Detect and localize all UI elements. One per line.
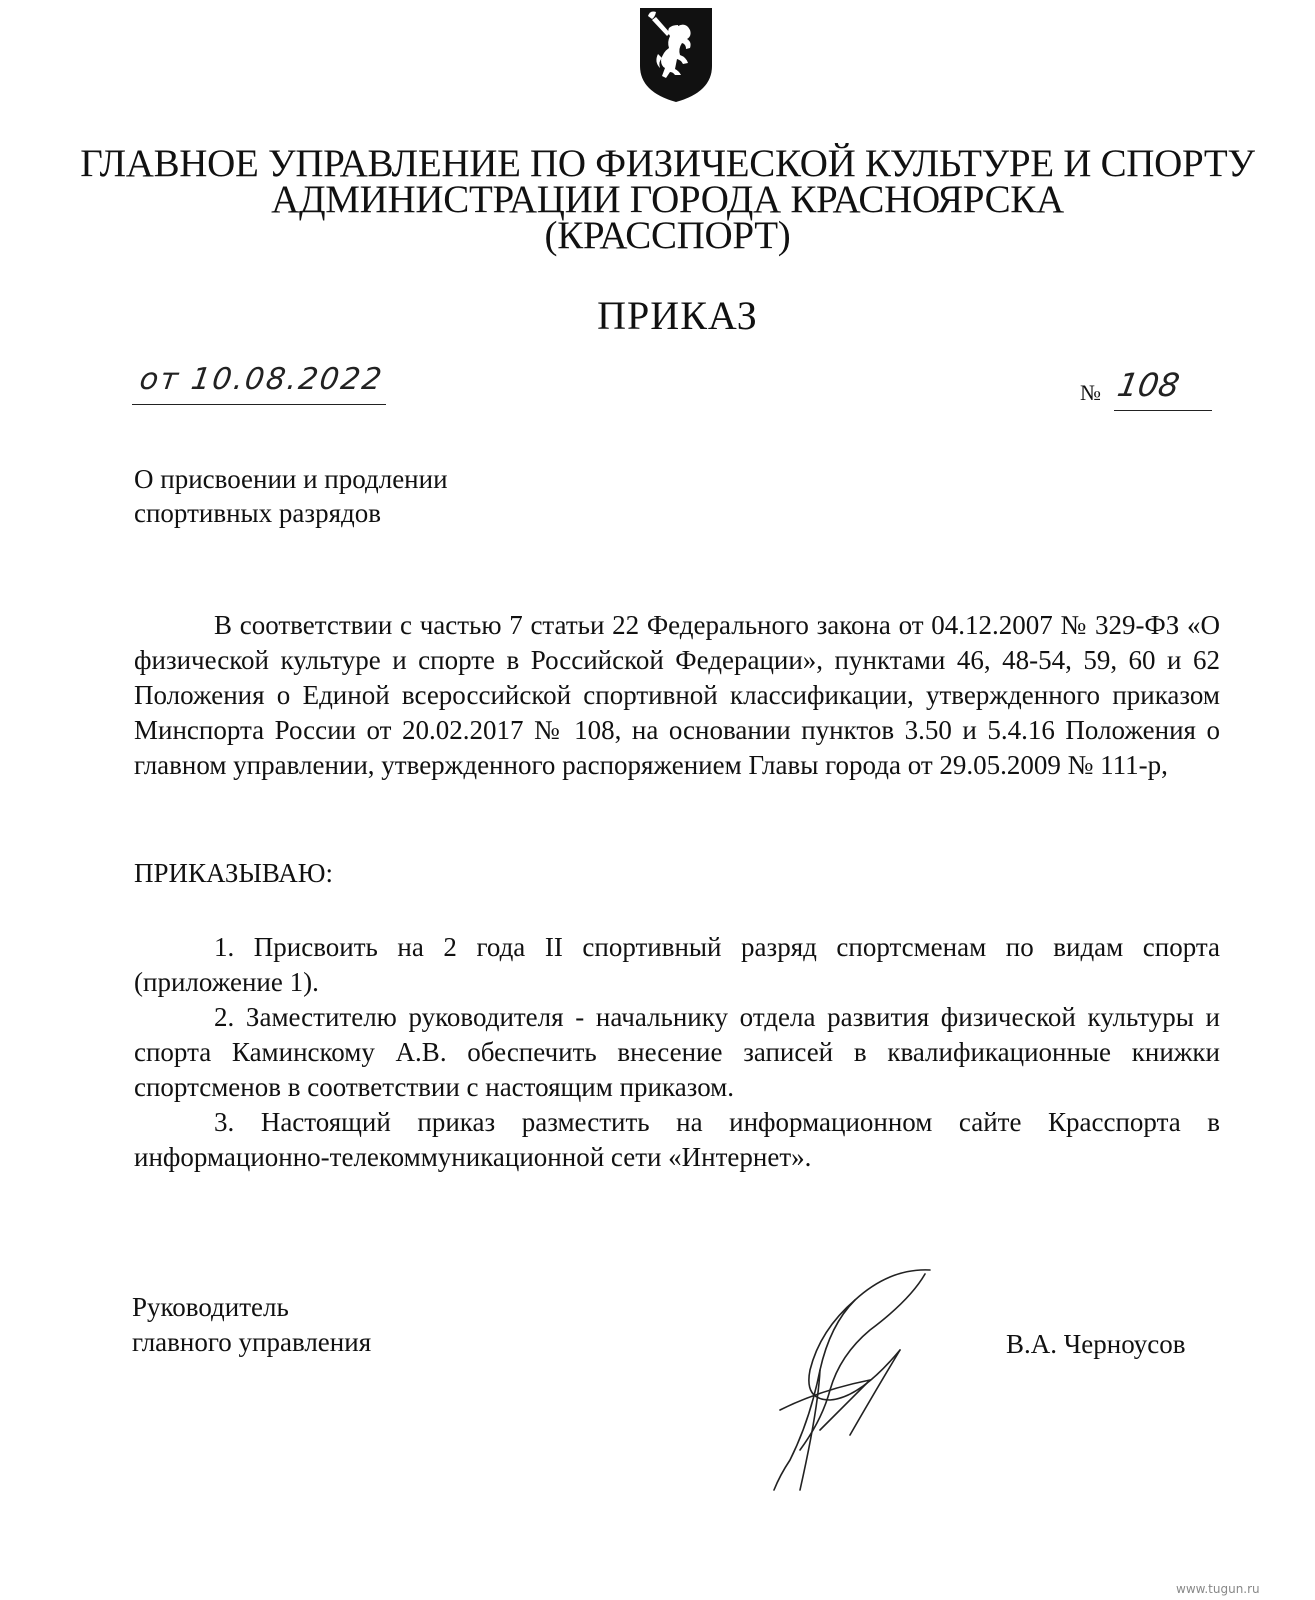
preamble-paragraph: В соответствии с частью 7 статьи 22 Федерального закона от 04.12.2007 № 329-ФЗ «О физической культуре и спорте в Российской Федерации», пунктами 46, 48-54, 59, 60 и 62 Положения о Единой всероссийской спортивной классификации, утвержденного приказом Минспорта России от 20.02.2017 № 108, на основании пунктов 3.50 и 5.4.16 Положения о главном управлении, утвержденного распоряжением Главы города от 29.05.2009 № 111-р, (134, 610, 1220, 780)
handwritten-signature (760, 1260, 950, 1500)
order-point-2: 2. Заместителю руководителя - начальнику отдела развития физической культуры и спорта Каминскому А.В. обеспечить внесение записей в квалификационные книжки спортсменов в соответствии с настоящим приказом. (134, 1002, 1220, 1102)
order-number-label: № (1080, 380, 1101, 405)
subject-line-1: О присвоении и продлении (134, 464, 448, 494)
org-line-2: АДМИНИСТРАЦИИ ГОРОДА КРАСНОЯРСКА (271, 178, 1064, 221)
org-line-3: (КРАССПОРТ) (544, 214, 791, 257)
number-underline (1114, 410, 1212, 411)
date-underline (132, 404, 386, 405)
org-line-1: ГЛАВНОЕ УПРАВЛЕНИЕ ПО ФИЗИЧЕСКОЙ КУЛЬТУРЕ И СПОРТУ (80, 142, 1255, 185)
position-line-1: Руководитель (132, 1292, 289, 1322)
position-line-2: главного управления (132, 1327, 372, 1357)
order-date: от 10.08.2022 (137, 362, 386, 397)
preamble-block (134, 608, 1220, 783)
signatory-position (132, 1290, 371, 1360)
subject-line-2: спортивных разрядов (134, 498, 381, 528)
organization-name (60, 142, 1275, 257)
coat-of-arms-icon (636, 4, 716, 104)
orders-label: ПРИКАЗЫВАЮ: (134, 858, 333, 888)
order-point-1: 1. Присвоить на 2 года II спортивный разряд спортсменам по видам спорта (приложение 1). (134, 932, 1220, 997)
order-number: 108 (1114, 366, 1183, 404)
signatory-name: В.А. Черноусов (1006, 1329, 1186, 1359)
document-type-title: ПРИКАЗ (597, 293, 758, 338)
order-points (134, 930, 1220, 1175)
order-point-3: 3. Настоящий приказ разместить на информационном сайте Красспорта в информационно-телекоммуникационной сети «Интернет». (134, 1107, 1220, 1172)
watermark-text: www.tugun.ru (1176, 1582, 1260, 1596)
order-subject (134, 462, 448, 530)
